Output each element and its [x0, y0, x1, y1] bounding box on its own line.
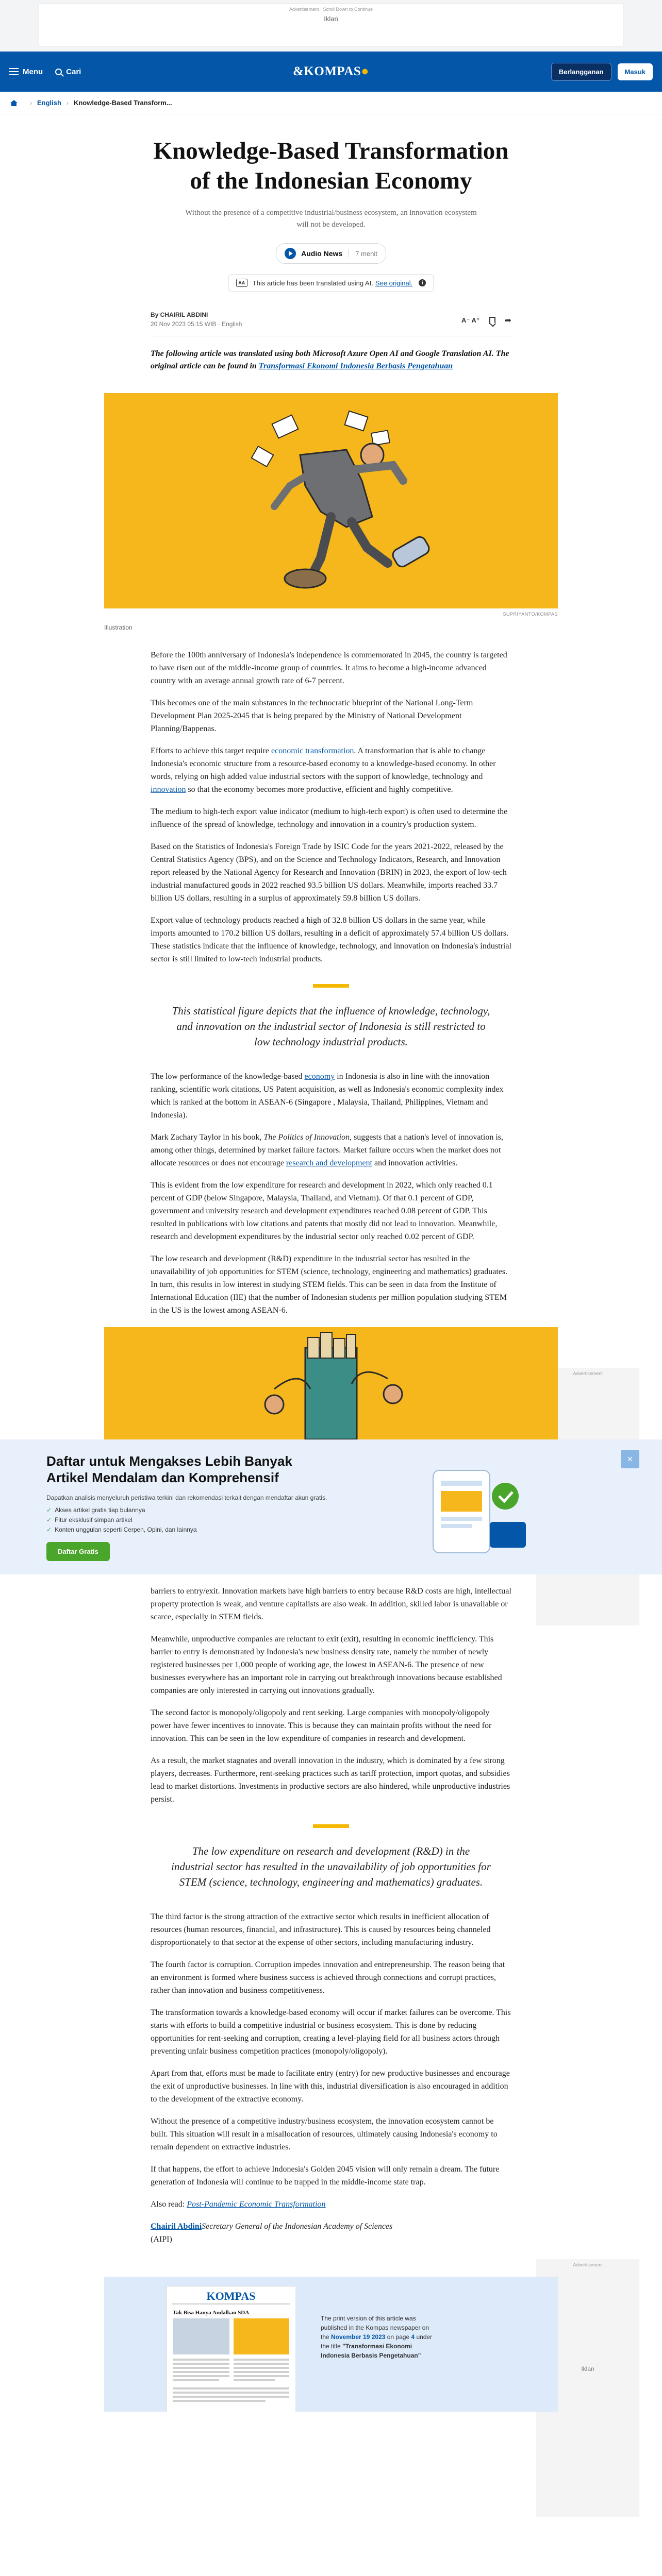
ad-text: Iklan [324, 15, 338, 23]
see-original-link[interactable]: See original. [375, 279, 413, 287]
side-ad[interactable]: Advertisement [536, 1368, 639, 1625]
illustration-graphic [104, 393, 558, 608]
ai-note-text: This article has been translated using AI. [252, 279, 373, 287]
top-ad-area [0, 0, 662, 52]
logo-main: KOMPAS [304, 64, 361, 78]
audio-duration: 7 menit [355, 249, 377, 258]
side-ad[interactable]: Advertisement Iklan [536, 2259, 639, 2517]
login-button[interactable]: Masuk [618, 63, 653, 80]
search-button[interactable] [55, 67, 81, 76]
paragraph: As a result, the market stagnates and overall innovation in the industry, which is dominated by a few strong players, decreases. Furthermore, rent-seeking practices such as tariff protection, import quotas, and subsidies lead to market distortions. Investments in productive sectors are also hindered, while unproductive industries persist. [151, 1756, 510, 1804]
paragraph: Mark Zachary Taylor in his book, The Politics of Innovation, suggests that a nation's level of innovation is, among other things, determined by market failure factors. Market failure occurs when the market does not allocate resources or does not encourage research and development and innovation activities. [151, 1133, 504, 1167]
paragraph: If that happens, the effort to achieve Indonesia's Golden 2045 vision will only remain a dream. The future generation of Indonesia will continue to be trapped in the middle-income state trap. [151, 2165, 500, 2187]
bookmark-icon[interactable] [489, 317, 495, 324]
innovation-link[interactable]: innovation [151, 785, 186, 794]
article-body [151, 649, 511, 965]
audio-news-button[interactable] [276, 243, 386, 264]
pull-quote-text: This statistical figure depicts that the influence of knowledge, technology, and innovation on the industrial sector of Indonesia is still restricted to low technology industrial products. [172, 1005, 490, 1048]
author-name[interactable]: By CHAIRIL ABDINI [151, 311, 208, 318]
pull-quote-text: The low expenditure on research and development (R&D) in the industrial sector has resulted in the unavailability of job opportunities for STEM (science, technology, engineering and mathematics) graduates. [171, 1845, 491, 1888]
paragraph: The transformation towards a knowledge-based economy will occur if market failures can be overcome. This starts with efforts to build a competitive industrial or business ecosystem. This is done by reducing opportunities for rent-seeking and corruption, creating a level-playing field for all business actors through preventing unfair business competition practices (monopoly/oligopoly). [151, 2008, 511, 2056]
second-illustration [104, 1327, 558, 1439]
subscribe-title: Daftar untuk Mengakses Lebih Banyak Artikel Mendalam dan Komprehensif [46, 1453, 292, 1485]
check-icon: ✓ [46, 1526, 52, 1533]
text-size-control[interactable]: A⁻ A⁺ [461, 316, 480, 324]
breadcrumb-current: Knowledge-Based Transform... [73, 99, 172, 107]
paragraph: The low performance of the knowledge-based economy in Indonesia is also in line with the innovation ranking, scientific work citations, US Patent acquisition, as well as Indonesia's economic complexity index which is ranked at the bottom in ASEAN-6 (Singapore , Malaysia, Thailand, Philippines, Vietnam and Indonesia). [151, 1072, 504, 1120]
economic-transformation-link[interactable]: economic transformation [271, 747, 354, 755]
article-body [151, 1910, 511, 2246]
thumb-headline: Tak Bisa Hanya Andalkan SDA [173, 2310, 250, 2316]
subscribe-desc: Dapatkan analisis menyeluruh peristiwa terkini dan rekomendasi terkait dengan mendaftar akun gratis. [46, 1494, 327, 1501]
share-icon[interactable]: ➦ [504, 316, 511, 325]
pull-quote [151, 1824, 511, 1890]
hero-credit: SUPRIYANTO/KOMPAS [503, 612, 558, 617]
thumb-masthead: KOMPAS [206, 2290, 256, 2302]
print-version-box [104, 2277, 558, 2412]
paragraph: This is evident from the low expenditure for research and development in 2022, which only reached 0.1 percent of GDP (below Singapore, Malaysia, Thailand, and Vietnam). Of that 0.1 percent of GDP, government and university research and development expenditures reached 0.08 percent of GDP. This resulted in publications with low citations and patents that mostly did not lead to innovation. Meanwhile, research and development expenditures by the industrial sector only reached 0.02 percent of GDP. [151, 1181, 498, 1241]
kompas-logo[interactable]: &KOMPAS● [293, 64, 369, 78]
original-article-link[interactable]: Transformasi Ekonomi Indonesia Berbasis Pengetahuan [258, 362, 453, 370]
search-icon [55, 69, 62, 75]
article-header [151, 114, 511, 292]
paragraph: This becomes one of the main substances in the technocratic blueprint of the National Long-Term Development Plan 2025-2045 that is being prepared by the Ministry of National Development Planning/Bappenas. [151, 699, 473, 733]
also-read-link[interactable]: Post-Pandemic Economic Transformation [187, 2200, 326, 2209]
home-icon[interactable] [10, 100, 18, 106]
breadcrumb-english[interactable]: English [37, 99, 61, 107]
register-free-button[interactable]: Daftar Gratis [46, 1542, 110, 1561]
breadcrumb-separator: › [30, 99, 32, 107]
pull-quote [151, 984, 511, 1049]
search-label: Cari [66, 67, 81, 76]
paragraph: The low research and development (R&D) expenditure in the industrial sector has resulted in the unavailability of job opportunities for STEM (science, technology, engineering and mathematics) graduates. In turn, this results in low interest in studying STEM fields. This can be seen in data from the Institute of International Education (IIE) that the number of Indonesian students per million population studying STEM in the US is the lowest among ASEAN-6. [151, 1255, 508, 1315]
paragraph: The medium to high-tech export value indicator (medium to high-tech export) is often used to determine the influence of the spread of knowledge, technology and innovation in a country's production system. [151, 807, 508, 829]
menu-label: Menu [23, 67, 43, 76]
check-icon: ✓ [46, 1506, 52, 1514]
paragraph: Apart from that, efforts must be made to facilitate entry (entry) for new productive businesses and encourage the exit of unproductive businesses. In line with this, industrial diversification is also encouraged in addition to the development of the extractive economy. [151, 2069, 510, 2104]
translation-note: The following article was translated using both Microsoft Azure Open AI and Google Translation AI. The original article can be found in Transformasi Ekonomi Indonesia Berbasis Pengetahuan [151, 349, 509, 370]
also-read: Also read: Post-Pandemic Economic Transformation [151, 2200, 326, 2209]
benefit-item: ✓ Konten unggulan seperti Cerpen, Opini, dan lainnya [46, 1525, 335, 1535]
play-icon [285, 248, 296, 259]
paragraph: Meanwhile, unproductive companies are reluctant to exit (exit), resulting in economic inefficiency. This barrier to entry is demonstrated by Indonesia's new business density rate, namely the number of newly registered businesses per 1,000 people of working age, the lowest in ASEAN-6. The presence of new businesses everywhere has an important role in carrying out breakthrough innovations because established companies are only interested in carrying out innovations gradually. [151, 1635, 502, 1695]
author-link[interactable]: Chairil Abdini [151, 2222, 202, 2231]
hero-illustration [104, 393, 558, 608]
subscribe-illustration [412, 1460, 536, 1563]
paragraph: barriers to entry/exit. Innovation markets have high barriers to entry because R&D costs are high, intellectual property protection is weak, and venture capitalists are also weak. In addition, skilled labor is unavailable or scarce, especially in STEM fields. [151, 1587, 511, 1621]
ai-translation-note [228, 274, 434, 292]
hamburger-icon [9, 68, 19, 75]
hero-caption: Illustration [104, 624, 133, 631]
article-body [151, 1070, 511, 1317]
publish-meta: 20 Nov 2023 05:15 WIB · English [151, 320, 242, 328]
paragraph: The second factor is monopoly/oligopoly and rent seeking. Large companies with monopoly/oligopoly power have fewer incentives to innovate. This is because they can maintain profits without the need for innovation. This can be seen in the low expenditure of companies in research and development. [151, 1708, 492, 1743]
paragraph: Without the presence of a competitive industry/business ecosystem, the innovation ecosystem cannot be built. This situation will result in a misallocation of resources, ultimately causing Indonesia's economy to remain dependent on extractive industries. [151, 2117, 498, 2151]
article-subtitle: Without the presence of a competitive industrial/business ecosystem, an innovation ecosystem will not be developed. [185, 209, 477, 229]
newspaper-thumbnail[interactable] [166, 2286, 295, 2412]
paragraph: Before the 100th anniversary of Indonesia's independence is commemorated in 2045, the country is targeted to have risen out of the middle-income group of countries. It aims to become a high-income advanced country with an average annual growth rate of 6-7 percent. [151, 651, 507, 685]
top-ad-banner[interactable] [39, 3, 623, 46]
article-body [151, 1585, 511, 1806]
economy-link[interactable]: economy [304, 1072, 335, 1081]
subscribe-banner [0, 1439, 662, 1574]
subscribe-button[interactable]: Berlangganan [551, 63, 611, 81]
author-note: Chairil AbdiniSecretary General of the Indonesian Academy of Sciences (AIPI) [151, 2222, 393, 2244]
research-and-development-link[interactable]: research and development [286, 1159, 373, 1167]
paragraph: Export value of technology products reached a high of 32.8 billion US dollars in the same year, while imports amounted to 170.2 billion US dollars, resulting in a deficit of approximately 57.4 billion US dollars. These statistics indicate that the influence of knowledge, technology, and innovation on Indonesia's industrial sector is still limited to low-tech industrial products. [151, 916, 511, 963]
site-header [0, 52, 662, 92]
second-illustration-graphic [104, 1327, 558, 1439]
close-icon[interactable]: × [621, 1450, 639, 1468]
translate-icon: AA [236, 279, 247, 287]
benefit-item: ✓ Fitur eksklusif simpan artikel [46, 1515, 335, 1525]
breadcrumb [0, 92, 662, 114]
benefit-item: ✓ Akses artikel gratis tiap bulannya [46, 1505, 335, 1515]
logo-prefix: & [293, 64, 304, 78]
byline [151, 310, 511, 336]
menu-button[interactable] [9, 67, 43, 76]
paragraph: The fourth factor is corruption. Corruption impedes innovation and entrepreneurship. The reason being that an environment is formed where business success is achieved through connections and corrupt practices, rather than innovation and business competitiveness. [151, 1960, 505, 1995]
ad-label: Advertisement · Scroll Down to Continue [289, 7, 373, 12]
paragraph: The third factor is the strong attraction of the extractive sector which results in inefficient allocation of resources (human resources, financial, and infrastructure). This is caused by resources being channeled disproportionately to that sector at the expense of other sectors, including manufacturing industry. [151, 1912, 491, 1947]
info-icon[interactable]: i [419, 279, 426, 286]
paragraph: Efforts to achieve this target require economic transformation. A transformation that is able to change Indonesia's economic structure from a resource-based economy to a knowledge-based economy. In other words, relying on high added value industrial sectors with the support of knowledge, technology and innovation so that the economy becomes more productive, efficient and highly competitive. [151, 747, 496, 794]
paragraph: Based on the Statistics of Indonesia's Foreign Trade by ISIC Code for the years 2021-2022, released by the Central Statistics Agency (BPS), and on the Science and Technology Indicators, Research, and Innovation report released by the National Agency for Research and Innovation (BRIN) in 2023, the export of low-tech industrial manufactured goods in 2022 reached 93.5 billion US dollars. Meanwhile, imports reached 33.7 billion US dollars, resulting in a surplus of approximately 59.8 billion US dollars. [151, 842, 507, 903]
check-icon: ✓ [46, 1516, 52, 1523]
page-title: Knowledge-Based Transformation of the Indonesian Economy [153, 138, 509, 194]
breadcrumb-separator: › [66, 99, 69, 107]
audio-title: Audio News [301, 249, 343, 258]
print-version-text: The print version of this article was published in the Kompas newspaper on the November 19 2023 on page 4 under the title "Transformasi Ekonomi Indonesia Berbasis Pengetahuan" [321, 2315, 433, 2359]
